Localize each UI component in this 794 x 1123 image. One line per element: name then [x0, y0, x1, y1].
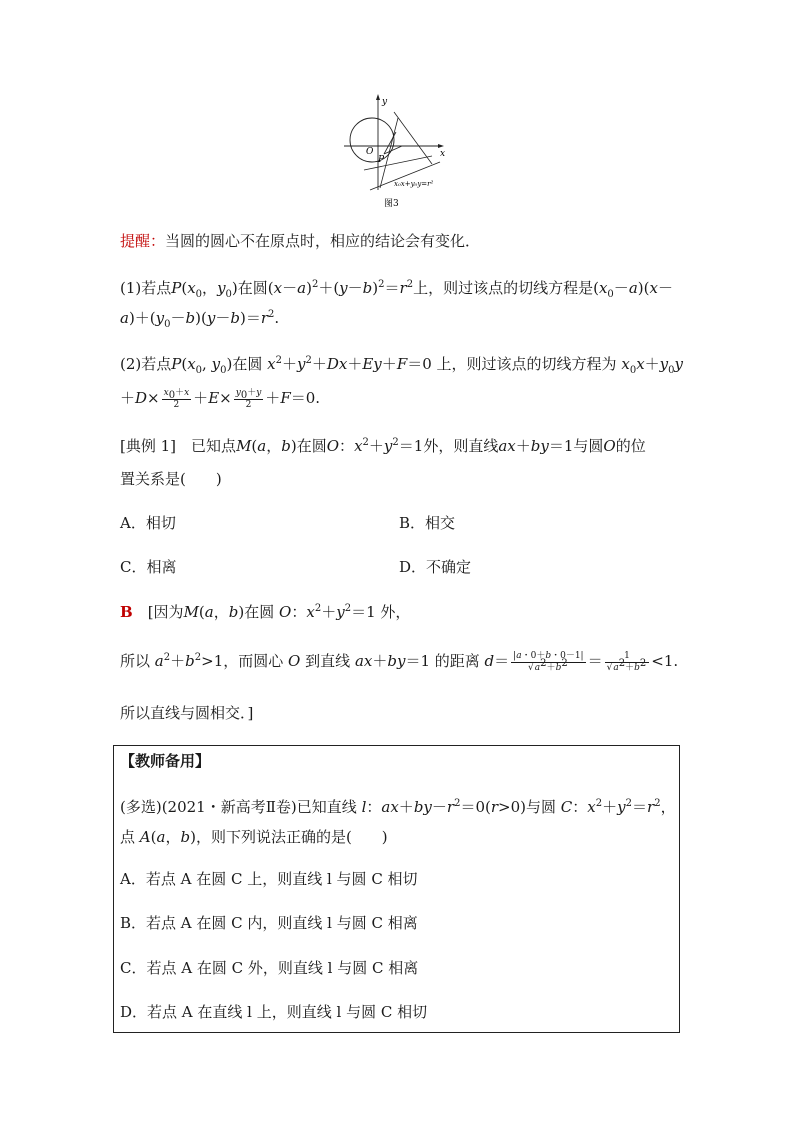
answer-l2-a: 所以: [120, 652, 151, 670]
teacher-q-b: 与圆: [526, 798, 557, 816]
answer-line-3: 所以直线与圆相交．]: [120, 704, 254, 722]
tip-text: 当圆的圆心不在原点时，相应的结论会有变化．: [165, 232, 481, 250]
tip-line: [120, 230, 480, 252]
example-label: [典例 1]: [120, 437, 177, 455]
answer-l2-b: ，而圆心: [223, 652, 284, 670]
label-x: x: [440, 149, 446, 159]
figure-caption: 图3: [384, 199, 399, 209]
answer-line-1: B [因为M(a，b)在圆 O：$x^2+y^2=1$ 外，: [120, 603, 411, 621]
option-d: D．不确定: [399, 558, 472, 576]
x-axis-arrow: [438, 144, 444, 148]
example-text-a: 在圆: [296, 437, 327, 455]
example-text-d: 的位: [615, 437, 646, 455]
answer-l1-c: 外，: [380, 603, 411, 621]
line-3: [364, 156, 432, 170]
line-label: x₀x+y₀y=r²: [394, 180, 434, 188]
answer-l2-c: 到直线: [305, 652, 351, 670]
teacher-option-c: C．若点 A 在圆 C 外，则直线 l 与圆 C 相离: [120, 959, 419, 977]
teacher-q-a: (多选)(2021・新高考Ⅱ卷)已知直线: [120, 798, 357, 816]
option-b: B．相交: [399, 514, 456, 532]
teacher-q-line-2: 点 A(a，b)，则下列说法正确的是( ): [120, 828, 388, 846]
rule-1-line-2: $a)+(y_0-b)(y-b)=r^2$.: [120, 309, 280, 330]
example-intro: 已知点: [191, 437, 237, 455]
rule-2-line-2: ＋D× $\frac{x_0+x}{2}$ ＋E× $\frac{y_0+y}{2}$ ＋F＝0.: [120, 387, 321, 410]
teacher-q-line2-b: ，则下列说法正确的是( ): [195, 828, 388, 846]
answer-l1-a: [因为: [147, 603, 184, 621]
answer-line-2: 所以 $a^2+b^2>1$，而圆心 O 到直线 ax＋by＝1 的距离 d＝ $\frac{|a・0+b・0-1|}{√a^2+b^2}$ ＝ $\frac{1}{√a^2+b^2}$ <1.: [120, 650, 679, 673]
figure-3: [340, 92, 460, 212]
label-o: O: [366, 147, 374, 157]
teacher-option-a: A．若点 A 在圆 C 上，则直线 l 与圆 C 相切: [120, 870, 418, 888]
rule-1-suffix: 上，则过该点的切线方程是: [413, 279, 594, 297]
option-a: A．相切: [120, 514, 176, 532]
example-text-b: 外，则直线: [423, 437, 499, 455]
rule-2-line-1: (2)若点$P(x_0$, $y_0$)在圆 $x^2+y^2+Dx+Ey+F=0$ 上，则过该点的切线方程为 $x_0x+y_0y$: [120, 355, 684, 376]
teacher-option-b: B．若点 A 在圆 C 内，则直线 l 与圆 C 相离: [120, 914, 418, 932]
example-line-2: 置关系是( ): [120, 470, 222, 488]
example-line-1: [典例 1] 已知点M(a，b)在圆O：$x^2+y^2=1$外，则直线ax＋by＝1与圆O的位: [120, 437, 646, 455]
label-p: P: [378, 155, 385, 165]
rule-2-mid: 在圆: [232, 355, 263, 373]
tip-label: 提醒：: [120, 232, 166, 250]
teacher-q-line2-a: 点: [120, 828, 136, 846]
y-axis-arrow: [376, 94, 380, 100]
option-c: C．相离: [120, 558, 177, 576]
example-text-c: 与圆: [573, 437, 604, 455]
answer-letter: B: [120, 603, 133, 621]
rule-2-suffix: 上，则过该点的切线方程为: [436, 355, 617, 373]
rule-2-prefix: (2)若点: [120, 355, 172, 373]
line-1: [394, 112, 432, 164]
teacher-option-d: D．若点 A 在直线 l 上，则直线 l 与圆 C 相切: [120, 1003, 428, 1021]
teacher-q-line-1: (多选)(2021・新高考Ⅱ卷)已知直线 l：$ax+by-r^2=0(r>0)$与圆 C：$x^2+y^2=r^2$，: [120, 798, 676, 816]
answer-l1-b: 在圆: [244, 603, 275, 621]
rule-1-prefix: (1)若点: [120, 279, 172, 297]
rule-1-line-1: (1)若点$P(x_0$，$y_0$)在圆$(x-a)^2+(y-b)^2=r^2$上，则过该点的切线方程是$(x_0-a)(x-$: [120, 279, 673, 300]
answer-l2-d: 的距离: [434, 652, 480, 670]
teacher-title: 【教师备用】: [120, 752, 211, 770]
label-y: y: [382, 97, 388, 107]
line-2: [380, 118, 398, 188]
